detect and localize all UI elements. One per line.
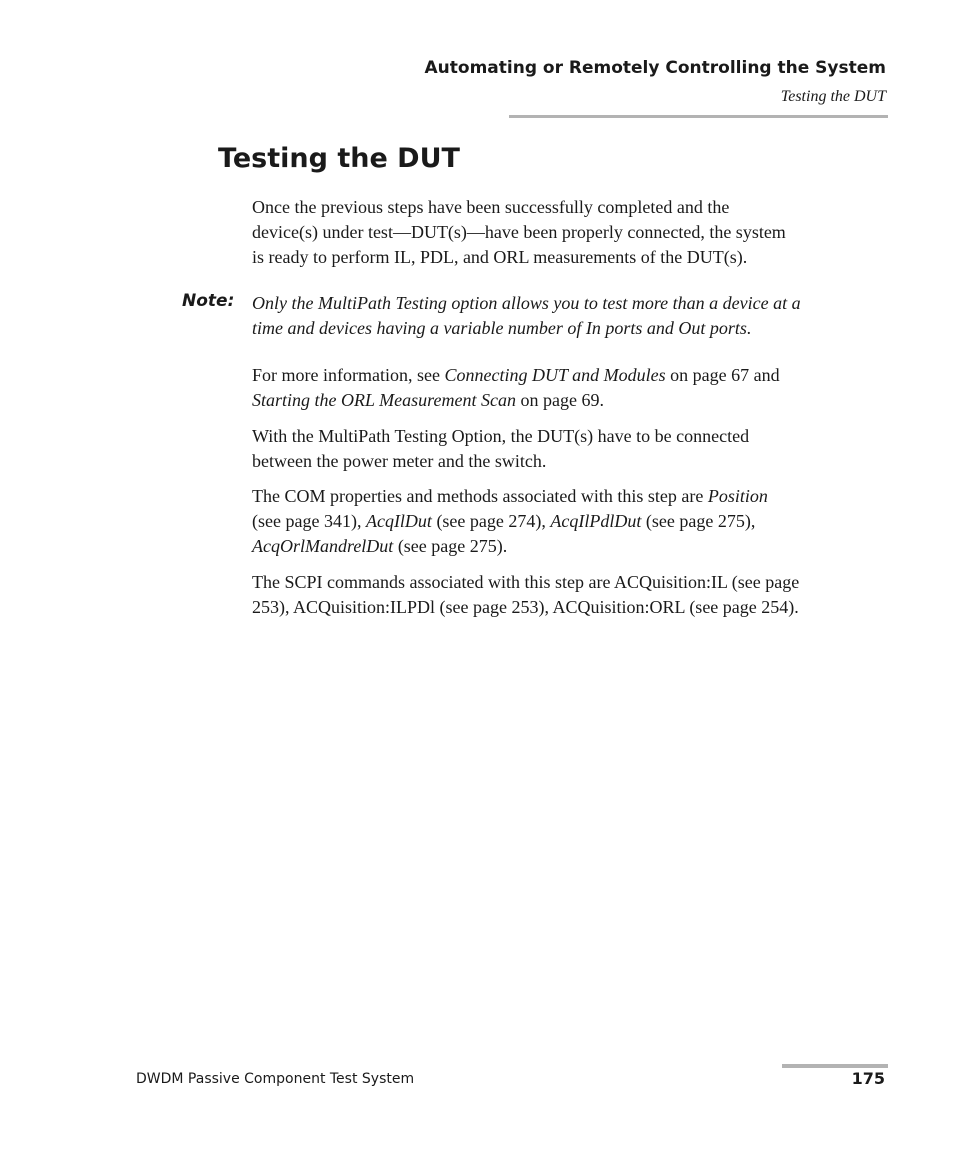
com-method-acqilpdldut: AcqIlPdlDut xyxy=(550,511,642,531)
note-line: time and devices having a variable number of In ports and Out ports. xyxy=(252,318,752,338)
note-label: Note: xyxy=(182,291,235,311)
com-text: The COM properties and methods associated with this step are xyxy=(252,486,708,506)
com-text: (see page 341), xyxy=(252,511,366,531)
note-line: Only the MultiPath Testing option allows you to test more than a device at a xyxy=(252,293,801,313)
com-method-acqildut: AcqIlDut xyxy=(365,511,432,531)
footer-product-name: DWDM Passive Component Test System xyxy=(136,1071,415,1087)
com-property-position: Position xyxy=(707,486,768,506)
multipath-paragraph xyxy=(252,424,892,474)
more-info-text: on page 69. xyxy=(515,390,604,410)
footer-divider xyxy=(782,1064,888,1068)
more-info-paragraph xyxy=(252,363,892,413)
com-method-acqorlmandreldut: AcqOrlMandrelDut xyxy=(252,536,394,556)
more-info-text: on page 67 and xyxy=(665,365,780,385)
page-number: 175 xyxy=(851,1069,885,1088)
running-header-section-title: Testing the DUT xyxy=(780,88,886,105)
com-paragraph xyxy=(252,484,892,559)
intro-paragraph xyxy=(252,195,892,270)
scpi-line: The SCPI commands associated with this step are ACQuisition:IL (see page xyxy=(252,572,800,592)
multipath-line: between the power meter and the switch. xyxy=(252,451,547,471)
intro-line: device(s) under test—DUT(s)—have been properly connected, the system xyxy=(252,222,786,242)
header-divider xyxy=(509,115,888,118)
cross-reference-connecting-dut[interactable]: Connecting DUT and Modules xyxy=(444,365,666,385)
com-text: (see page 275). xyxy=(393,536,508,556)
com-text: (see page 275), xyxy=(641,511,756,531)
com-text: (see page 274), xyxy=(431,511,551,531)
more-info-text: For more information, see xyxy=(252,365,445,385)
multipath-line: With the MultiPath Testing Option, the DUT(s) have to be connected xyxy=(252,426,750,446)
note-paragraph xyxy=(252,291,892,341)
section-heading: Testing the DUT xyxy=(218,143,460,174)
scpi-line: 253), ACQuisition:ILPDl (see page 253), ACQuisition:ORL (see page 254). xyxy=(252,597,799,617)
intro-line: is ready to perform IL, PDL, and ORL measurements of the DUT(s). xyxy=(252,247,748,267)
running-header-chapter-title: Automating or Remotely Controlling the System xyxy=(424,58,886,78)
cross-reference-orl-scan[interactable]: Starting the ORL Measurement Scan xyxy=(252,390,516,410)
scpi-paragraph xyxy=(252,570,892,620)
intro-line: Once the previous steps have been successfully completed and the xyxy=(252,197,730,217)
